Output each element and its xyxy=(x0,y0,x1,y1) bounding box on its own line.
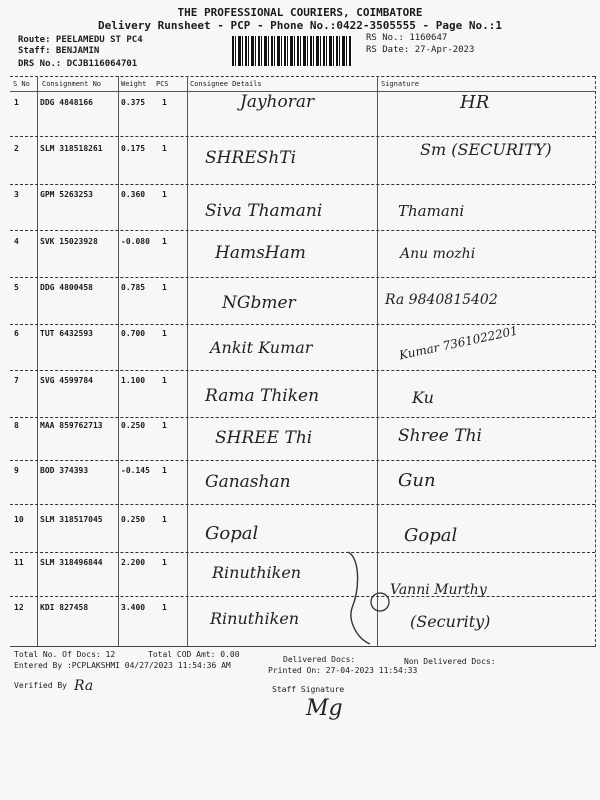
table-bottom-border xyxy=(10,646,595,647)
row-consignee-handwriting: NGbmer xyxy=(222,293,296,313)
row-weight: 2.200 xyxy=(121,558,146,567)
col-header-consignment: Consignment No xyxy=(42,80,102,88)
staff-signature: Mg xyxy=(306,696,343,721)
row-consignee-handwriting: Ankit Kumar xyxy=(210,338,313,357)
row-consignee-handwriting: SHREShTi xyxy=(205,148,297,168)
row-consignee-handwriting: Gopal xyxy=(205,523,259,544)
drs-number: DRS No.: DCJB116064701 xyxy=(18,59,138,69)
row-sno: 12 xyxy=(14,603,24,612)
row-pcs: 1 xyxy=(162,603,167,612)
row-weight: 0.250 xyxy=(121,515,146,524)
row-signature-handwriting: Gun xyxy=(398,470,436,491)
non-delivered-docs: Non Delivered Docs: xyxy=(404,657,496,666)
row-separator xyxy=(10,370,595,371)
row-consignment: SLM 318517045 xyxy=(40,515,103,524)
row-pcs: 1 xyxy=(162,329,167,338)
row-sno: 4 xyxy=(14,237,19,246)
col-header-consignee: Consignee Details xyxy=(190,80,262,88)
row-sno: 9 xyxy=(14,466,19,475)
row-signature-handwriting: (Security) xyxy=(410,612,491,631)
row-consignment: SVK 15023928 xyxy=(40,237,98,246)
row-pcs: 1 xyxy=(162,190,167,199)
barcode-image xyxy=(232,36,352,66)
row-separator xyxy=(10,460,595,461)
row-weight: -0.080 xyxy=(121,237,150,246)
col-divider xyxy=(187,76,188,647)
verified-by-signature: Ra xyxy=(74,678,94,694)
row-consignment: GPM 5263253 xyxy=(40,190,93,199)
row-pcs: 1 xyxy=(162,376,167,385)
bracket-mark xyxy=(330,548,400,648)
row-signature-handwriting: Kumar 7361022201 xyxy=(397,323,520,363)
row-weight: 3.400 xyxy=(121,603,146,612)
row-separator xyxy=(10,596,595,597)
row-pcs: 1 xyxy=(162,421,167,430)
row-separator xyxy=(10,504,595,505)
row-separator xyxy=(10,277,595,278)
rs-date: RS Date: 27-Apr-2023 xyxy=(366,45,475,55)
col-header-weight: Weight xyxy=(121,80,147,88)
row-consignment: BOD 374393 xyxy=(40,466,89,475)
staff-label: Staff: BENJAMIN xyxy=(18,46,100,56)
row-consignee-handwriting: Rinuthiken xyxy=(210,609,300,628)
table-top-border xyxy=(10,76,595,77)
delivered-docs: Delivered Docs: xyxy=(283,655,356,664)
row-sno: 7 xyxy=(14,376,19,385)
col-header-sno: S No xyxy=(13,80,30,88)
row-signature-handwriting: Ra 9840815402 xyxy=(385,292,498,308)
row-signature-handwriting: HR xyxy=(460,92,490,113)
row-sno: 11 xyxy=(14,558,24,567)
row-separator xyxy=(10,552,595,553)
row-consignment: SLM 318496844 xyxy=(40,558,103,567)
row-sno: 10 xyxy=(14,515,24,524)
staff-signature-label: Staff Signature xyxy=(272,685,345,694)
row-consignment: TUT 6432593 xyxy=(40,329,93,338)
row-consignee-handwriting: Siva Thamani xyxy=(205,201,323,221)
row-consignee-handwriting: Rama Thiken xyxy=(205,386,320,406)
row-sno: 1 xyxy=(14,98,19,107)
row-weight: -0.145 xyxy=(121,466,150,475)
row-signature-handwriting: Sm (SECURITY) xyxy=(420,140,552,159)
row-pcs: 1 xyxy=(162,283,167,292)
row-separator xyxy=(10,230,595,231)
route-label: Route: PEELAMEDU ST PC4 xyxy=(18,35,143,45)
row-separator xyxy=(10,184,595,185)
row-weight: 0.700 xyxy=(121,329,146,338)
row-consignee-handwriting: SHREE Thi xyxy=(215,428,313,448)
row-pcs: 1 xyxy=(162,558,167,567)
row-signature-handwriting: Vanni Murthy xyxy=(390,582,487,598)
row-consignee-handwriting: Ganashan xyxy=(205,472,291,492)
row-consignment: DDG 4800458 xyxy=(40,283,93,292)
row-weight: 0.785 xyxy=(121,283,146,292)
col-divider xyxy=(118,76,119,647)
row-weight: 0.375 xyxy=(121,98,146,107)
row-signature-handwriting: Ku xyxy=(412,388,434,407)
row-pcs: 1 xyxy=(162,98,167,107)
entered-by: Entered By :PCPLAKSHMI 04/27/2023 11:54:36 AM xyxy=(14,661,231,670)
row-consignee-handwriting: HamsHam xyxy=(215,243,306,263)
row-separator xyxy=(10,417,595,418)
col-header-signature: Signature xyxy=(381,80,419,88)
col-divider xyxy=(37,76,38,647)
row-pcs: 1 xyxy=(162,466,167,475)
row-consignment: MAA 859762713 xyxy=(40,421,103,430)
row-consignment: SVG 4599784 xyxy=(40,376,93,385)
row-weight: 0.360 xyxy=(121,190,146,199)
row-weight: 1.100 xyxy=(121,376,146,385)
row-sno: 3 xyxy=(14,190,19,199)
row-consignee-handwriting: Jayhorar xyxy=(240,92,315,112)
col-header-pcs: PCS xyxy=(156,80,169,88)
row-sno: 2 xyxy=(14,144,19,153)
printed-on: Printed On: 27-04-2023 11:54:33 xyxy=(268,666,418,675)
row-signature-handwriting: Thamani xyxy=(398,202,465,220)
row-sno: 5 xyxy=(14,283,19,292)
total-cod: Total COD Amt: 0.00 xyxy=(148,650,240,659)
row-sno: 6 xyxy=(14,329,19,338)
row-separator xyxy=(10,136,595,137)
row-signature-handwriting: Shree Thi xyxy=(398,426,482,446)
row-weight: 0.250 xyxy=(121,421,146,430)
row-pcs: 1 xyxy=(162,237,167,246)
row-weight: 0.175 xyxy=(121,144,146,153)
row-consignee-handwriting: Rinuthiken xyxy=(212,563,302,582)
row-pcs: 1 xyxy=(162,515,167,524)
runsheet-title: Delivery Runsheet - PCP - Phone No.:0422-3505555 - Page No.:1 xyxy=(98,19,502,32)
row-signature-handwriting: Anu mozhi xyxy=(400,246,476,262)
row-sno: 8 xyxy=(14,421,19,430)
row-consignment: DDG 4848166 xyxy=(40,98,93,107)
row-consignment: KDI 827458 xyxy=(40,603,89,612)
verified-by-label: Verified By xyxy=(14,681,67,690)
row-signature-handwriting: Gopal xyxy=(404,525,458,546)
row-pcs: 1 xyxy=(162,144,167,153)
total-docs: Total No. Of Docs: 12 xyxy=(14,650,116,659)
row-consignment: SLM 318518261 xyxy=(40,144,103,153)
company-title: THE PROFESSIONAL COURIERS, COIMBATORE xyxy=(177,6,423,19)
rs-number: RS No.: 1160647 xyxy=(366,33,448,43)
